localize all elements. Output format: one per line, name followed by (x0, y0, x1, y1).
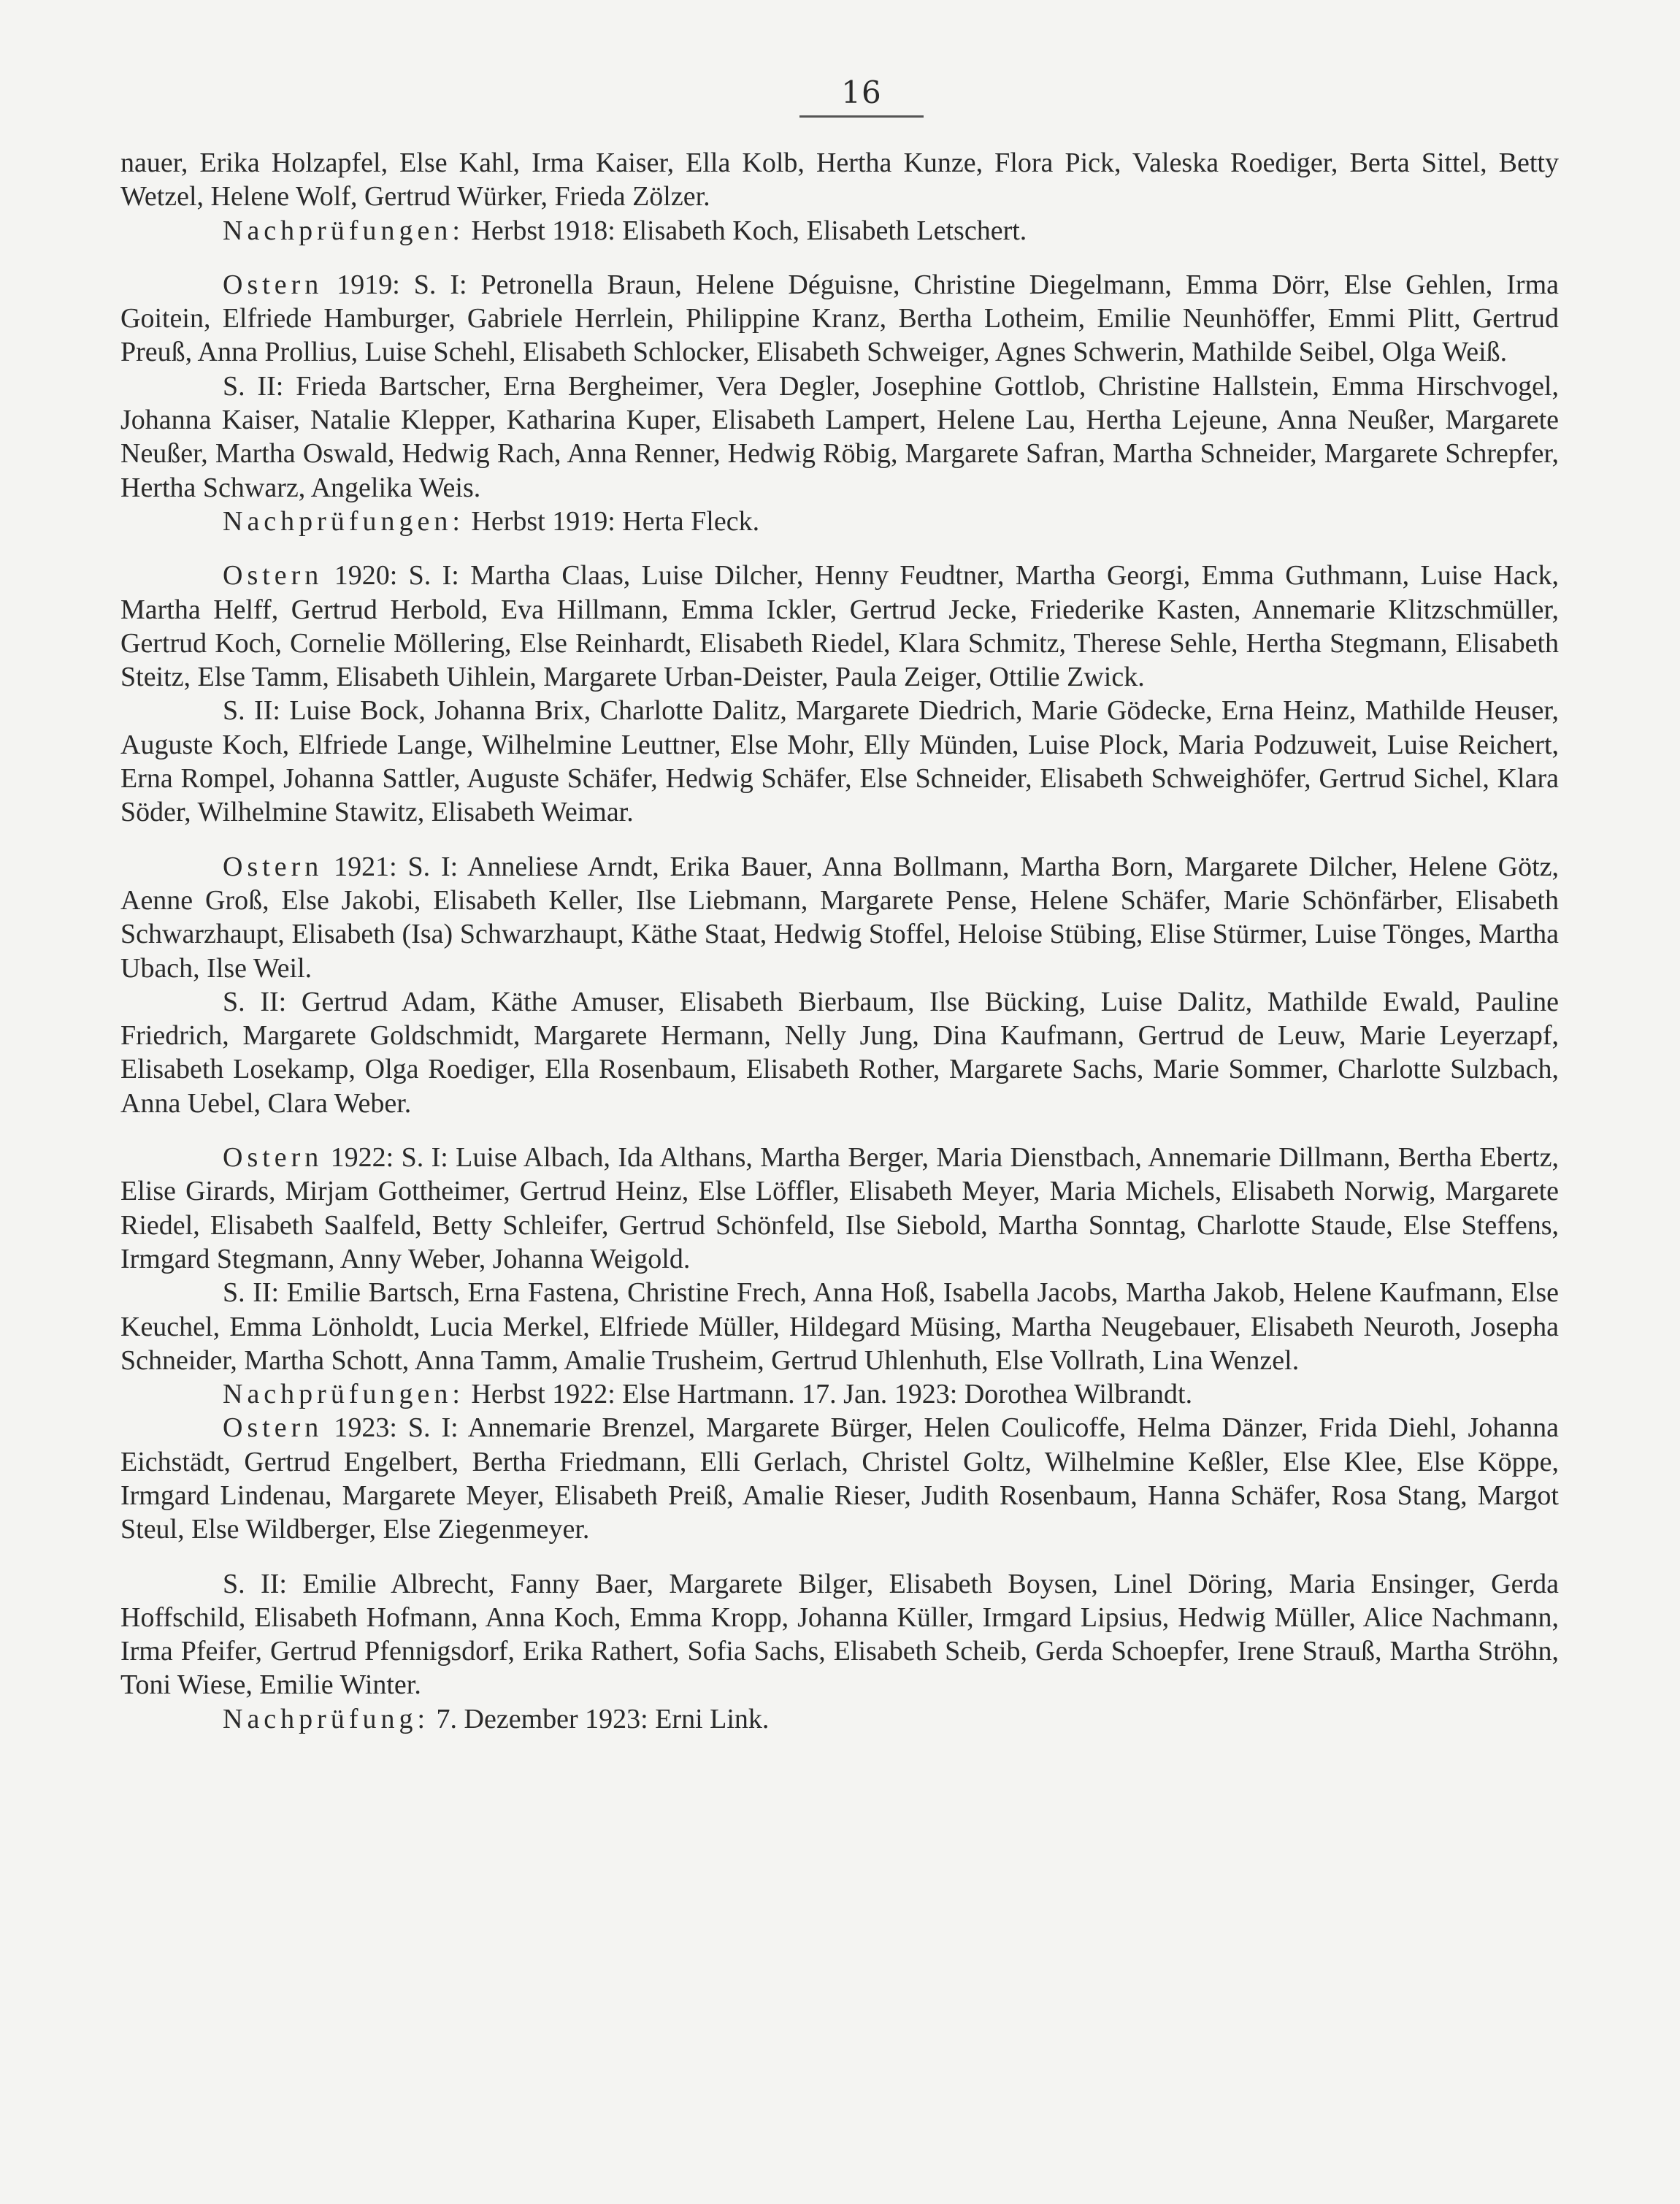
paragraph-continuation: nauer, Erika Holzapfel, Else Kahl, Irma Kaiser, Ella Kolb, Hertha Kunze, Flora Pick, Valeska Roediger, Berta Sittel, Betty Wetzel, Helene Wolf, Gertrud Würker, Frieda Zölzer. (120, 148, 1559, 213)
paragraph-ostern-1923-s2: S. II: Emilie Albrecht, Fanny Baer, Margarete Bilger, Elisabeth Boysen, Linel Döring, Maria Ensinger, Gerda Hoffschild, Elisabeth Hofmann, Anna Koch, Emma Kropp, Johanna Küller, Irmgard Lipsius, Hedwig Müller, Alice Nachmann, Irma Pfeifer, Gertrud Pfennigsdorf, Erika Rathert, Sofia Sachs, Elisabeth Scheib, Gerda Schoepfer, Irene Strauß, Martha Ströhn, Toni Wiese, Emilie Winter. (120, 1568, 1559, 1701)
paragraph-ostern-1923-s1: Ostern 1923: S. I: Annemarie Brenzel, Margarete Bürger, Helen Coulicoffe, Helma Dänzer, Frida Diehl, Johanna Eichstädt, Gertrud Engelbert, Bertha Friedmann, Elli Gerlach, Christel Goltz, Wilhelmine Keßler, Else Klee, Else Köppe, Irmgard Lindenau, Margarete Meyer, Elisabeth Preiß, Amalie Rieser, Judith Rosenbaum, Hanna Schäfer, Rosa Stang, Margot Steul, Else Wildberger, Else Ziegenmeyer. (120, 1412, 1559, 1545)
paragraph-nachpruefungen-1922: Nachprüfungen: Herbst 1922: Else Hartmann. 17. Jan. 1923: Dorothea Wilbrandt. (223, 1379, 1193, 1410)
paragraph-ostern-1919-s1: Ostern 1919: S. I: Petronella Braun, Helene Déguisne, Christine Diegelmann, Emma Dörr, Else Gehlen, Irma Goitein, Elfriede Hamburger, Gabriele Herrlein, Philippine Kranz, Bertha Lotheim, Emilie Neunhöffer, Emmi Plitt, Gertrud Preuß, Anna Prollius, Luise Schehl, Elisabeth Schlocker, Elisabeth Schweiger, Agnes Schwerin, Mathilde Seibel, Olga Weiß. (120, 269, 1559, 368)
paragraph-ostern-1920-s1: Ostern 1920: S. I: Martha Claas, Luise Dilcher, Henny Feudtner, Martha Georgi, Emma Guthmann, Luise Hack, Martha Helff, Gertrud Herbold, Eva Hillmann, Emma Ickler, Gertrud Jecke, Friederike Kasten, Annemarie Klitzschmüller, Gertrud Koch, Cornelie Möllering, Else Reinhardt, Elisabeth Riedel, Klara Schmitz, Therese Sehle, Hertha Stegmann, Elisabeth Steitz, Else Tamm, Elisabeth Uihlein, Margarete Urban-Deister, Paula Zeiger, Ottilie Zwick. (120, 560, 1559, 693)
paragraph-ostern-1922-s1: Ostern 1922: S. I: Luise Albach, Ida Althans, Martha Berger, Maria Dienstbach, Annemarie Dillmann, Bertha Ebertz, Elise Girards, Mirjam Gottheimer, Gertrud Heinz, Else Löffler, Elisabeth Meyer, Maria Michels, Elisabeth Norwig, Margarete Riedel, Elisabeth Saalfeld, Betty Schleifer, Gertrud Schönfeld, Ilse Siebold, Martha Sonntag, Charlotte Staude, Else Steffens, Irmgard Stegmann, Anny Weber, Johanna Weigold. (120, 1142, 1559, 1274)
paragraph-nachpruefungen-1918: Nachprüfungen: Herbst 1918: Elisabeth Koch, Elisabeth Letschert. (223, 215, 1027, 246)
paragraph-nachpruefungen-1919: Nachprüfungen: Herbst 1919: Herta Fleck. (223, 505, 760, 537)
paragraph-ostern-1919-s2: S. II: Frieda Bartscher, Erna Bergheimer, Vera Degler, Josephine Gottlob, Christine Hallstein, Emma Hirschvogel, Johanna Kaiser, Natalie Klepper, Katharina Kuper, Elisabeth Lampert, Helene Lau, Hertha Lejeune, Anna Neußer, Margarete Neußer, Martha Oswald, Hedwig Rach, Anna Renner, Hedwig Röbig, Margarete Safran, Martha Schneider, Margarete Schrepfer, Hertha Schwarz, Angelika Weis. (120, 370, 1559, 503)
paragraph-ostern-1922-s2: S. II: Emilie Bartsch, Erna Fastena, Christine Frech, Anna Hoß, Isabella Jacobs, Martha Jakob, Helene Kaufmann, Else Keuchel, Emma Lönholdt, Lucia Merkel, Elfriede Müller, Hildegard Müsing, Martha Neugebauer, Elisabeth Neuroth, Josepha Schneider, Martha Schott, Anna Tamm, Amalie Trusheim, Gertrud Uhlenhuth, Else Vollrath, Lina Wenzel. (120, 1277, 1559, 1376)
paragraph-ostern-1921-s1: Ostern 1921: S. I: Anneliese Arndt, Erika Bauer, Anna Bollmann, Martha Born, Margarete Dilcher, Helene Götz, Aenne Groß, Else Jakobi, Elisabeth Keller, Ilse Liebmann, Margarete Pense, Helene Schäfer, Marie Schönfärber, Elisabeth Schwarzhaupt, Elisabeth (Isa) Schwarzhaupt, Käthe Staat, Hedwig Stoffel, Heloise Stübing, Elise Stürmer, Luise Tönges, Martha Ubach, Ilse Weil. (120, 851, 1559, 984)
paragraph-ostern-1920-s2: S. II: Luise Bock, Johanna Brix, Charlotte Dalitz, Margarete Diedrich, Marie Gödecke, Erna Heinz, Mathilde Heuser, Auguste Koch, Elfriede Lange, Wilhelmine Leuttner, Else Mohr, Elly Münden, Luise Plock, Maria Podzuweit, Luise Reichert, Erna Rompel, Johanna Sattler, Auguste Schäfer, Hedwig Schäfer, Else Schneider, Elisabeth Schweighöfer, Gertrud Sichel, Klara Söder, Wilhelmine Stawitz, Elisabeth Weimar. (120, 695, 1559, 828)
paragraph-ostern-1921-s2: S. II: Gertrud Adam, Käthe Amuser, Elisabeth Bierbaum, Ilse Bücking, Luise Dalitz, Mathilde Ewald, Pauline Friedrich, Margarete Goldschmidt, Margarete Hermann, Nelly Jung, Dina Kaufmann, Gertrud de Leuw, Marie Leyerzapf, Elisabeth Losekamp, Olga Roediger, Ella Rosenbaum, Elisabeth Rother, Margarete Sachs, Marie Sommer, Charlotte Sulzbach, Anna Uebel, Clara Weber. (120, 986, 1559, 1119)
document-body (120, 146, 1559, 1736)
paragraph-nachpruefung-1923: Nachprüfung: 7. Dezember 1923: Erni Link. (223, 1703, 770, 1734)
page-number-rule (799, 115, 924, 118)
page-number: 16 (841, 74, 882, 110)
